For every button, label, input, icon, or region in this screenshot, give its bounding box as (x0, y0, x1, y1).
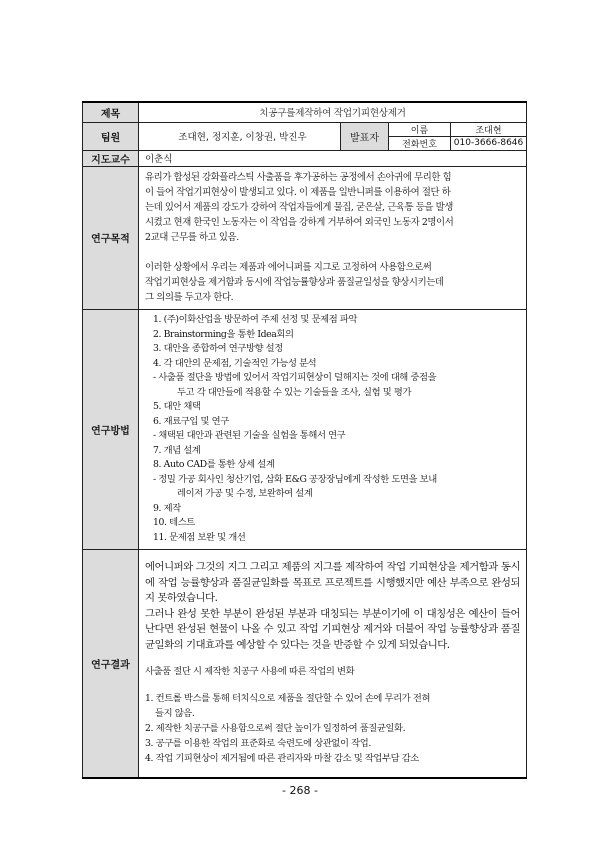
purpose-line: 그 의의를 두고자 한다. (145, 291, 234, 303)
method-line: 9. 제작 (153, 502, 181, 514)
result-subtitle: 사출품 절단 시 제작한 치공구 사용에 따른 작업의 변화 (145, 665, 355, 677)
method-line: 2. Brainstorming을 통한 Idea회의 (153, 328, 294, 340)
method-line: 두고 각 대안들에 적용할 수 있는 기술들을 조사, 실험 및 평가 (177, 386, 412, 398)
name-value: 조대현 (451, 122, 527, 136)
title-value: 치공구를제작하여 작업기피현상제거 (139, 102, 527, 122)
result-item: 4. 작업 기피현상이 제거됨에 따른 관리자와 마찰 감소 및 작업부담 감소 (145, 752, 419, 764)
method-line: - 사출품 절단을 방법에 있어서 작업기피현상이 덜해지는 것에 대해 중점을 (153, 372, 437, 384)
result-item: 1. 컨트롤 박스를 통해 터치식으로 제품을 절단할 수 있어 손에 무리가 전혀 (145, 692, 431, 704)
purpose-label: 연구목적 (83, 166, 139, 310)
result-item: 3. 공구를 이용한 작업의 표준화로 숙련도에 상관없이 작업. (145, 737, 371, 749)
purpose-line: 이 들어 작업기피현상이 발생되고 있다. 이 제품을 일반니퍼를 이용하여 절단 하 (145, 186, 451, 198)
name-label: 이름 (389, 122, 451, 136)
method-line: 1. (주)이화산업을 방문하여 주제 선정 및 문제점 파악 (153, 314, 358, 326)
purpose-line: 2교대 근무를 하고 있음. (145, 232, 239, 244)
result-paragraph: 에어니퍼와 그것의 지그 그리고 제품의 지그를 제작하여 작업 기피현상을 제거함과 동시에 작업 능률향상과 품질균일화를 목표로 프로젝트를 시행했지만 예산 부족으로 완성되지 못하였습니다. (145, 561, 521, 605)
purpose-line: 는데 있어서 제품의 강도가 강하여 작업자들에게 물집, 굳은살, 근육통 등을 발생 (145, 201, 453, 213)
result-item: 들지 않음. (155, 707, 195, 719)
method-line: 4. 각 대안의 문제점, 기술적인 가능성 분석 (153, 357, 317, 369)
purpose-content (139, 166, 527, 310)
method-line: 레이저 가공 및 수정, 보완하여 설계 (177, 488, 313, 500)
method-line: 11. 문제점 보완 및 개선 (153, 531, 246, 543)
method-label: 연구방법 (83, 310, 139, 550)
team-members: 조대현, 정지훈, 이창권, 박진우 (139, 122, 341, 150)
purpose-line: 이러한 상황에서 우리는 제품과 에어니퍼를 지그로 고정하여 사용함으로써 (145, 261, 432, 273)
page-number: - 268 - (282, 784, 318, 797)
phone-label: 전화번호 (389, 136, 451, 150)
purpose-line: 유리가 합성된 강화플라스틱 사출품을 후가공하는 공정에서 손아귀에 무리한 힘 (145, 171, 452, 183)
result-content (139, 550, 527, 778)
title-label: 제목 (83, 102, 139, 122)
method-line: 10. 테스트 (153, 517, 195, 529)
advisor-label: 지도교수 (83, 150, 139, 166)
research-report (82, 101, 526, 779)
method-line: 5. 대안 채택 (153, 401, 201, 413)
method-content (139, 310, 527, 550)
presenter-label: 발표자 (341, 122, 389, 150)
purpose-line: 시켰고 현재 한국인 노동자는 이 작업을 강하게 거부하여 외국인 노동자 2명이서 (145, 217, 454, 229)
purpose-line: 작업기피현상을 제거함과 동시에 작업능률향상과 품질균일성을 향상시키는데 (145, 276, 444, 288)
result-item: 2. 제작한 치공구를 사용함으로써 절단 높이가 일정하여 품질균일화. (145, 722, 406, 734)
report-table (82, 101, 527, 779)
result-label: 연구결과 (83, 550, 139, 778)
advisor-name: 이춘식 (139, 150, 527, 166)
method-line: 8. Auto CAD를 통한 상세 설계 (153, 459, 275, 471)
method-line: - 정밀 가공 회사인 청산기업, 삼화 E&G 공장장님에게 작성한 도면을 보내 (153, 473, 437, 485)
method-line: 7. 개념 설계 (153, 444, 201, 456)
method-line: 3. 대안을 종합하여 연구방향 설정 (153, 343, 283, 355)
result-paragraph: 그러나 완성 못한 부분이 완성된 부분과 대칭되는 부분이기에 이 대칭성은 예산이 들어 난다면 완성된 현물이 나올 수 있고 작업 기피현상 제거와 더불어 작업 능률향상과 품질균일화의 기대효과를 예상할 수 있다는 것을 반증할 수 있게 되었습니다. (145, 607, 521, 652)
method-line: 6. 재료구입 및 연구 (153, 415, 229, 427)
method-line: - 채택된 대안과 관련된 기술을 실험을 통해서 연구 (153, 430, 346, 442)
team-label: 팀원 (83, 122, 139, 150)
phone-value: 010-3666-8646 (451, 136, 527, 150)
